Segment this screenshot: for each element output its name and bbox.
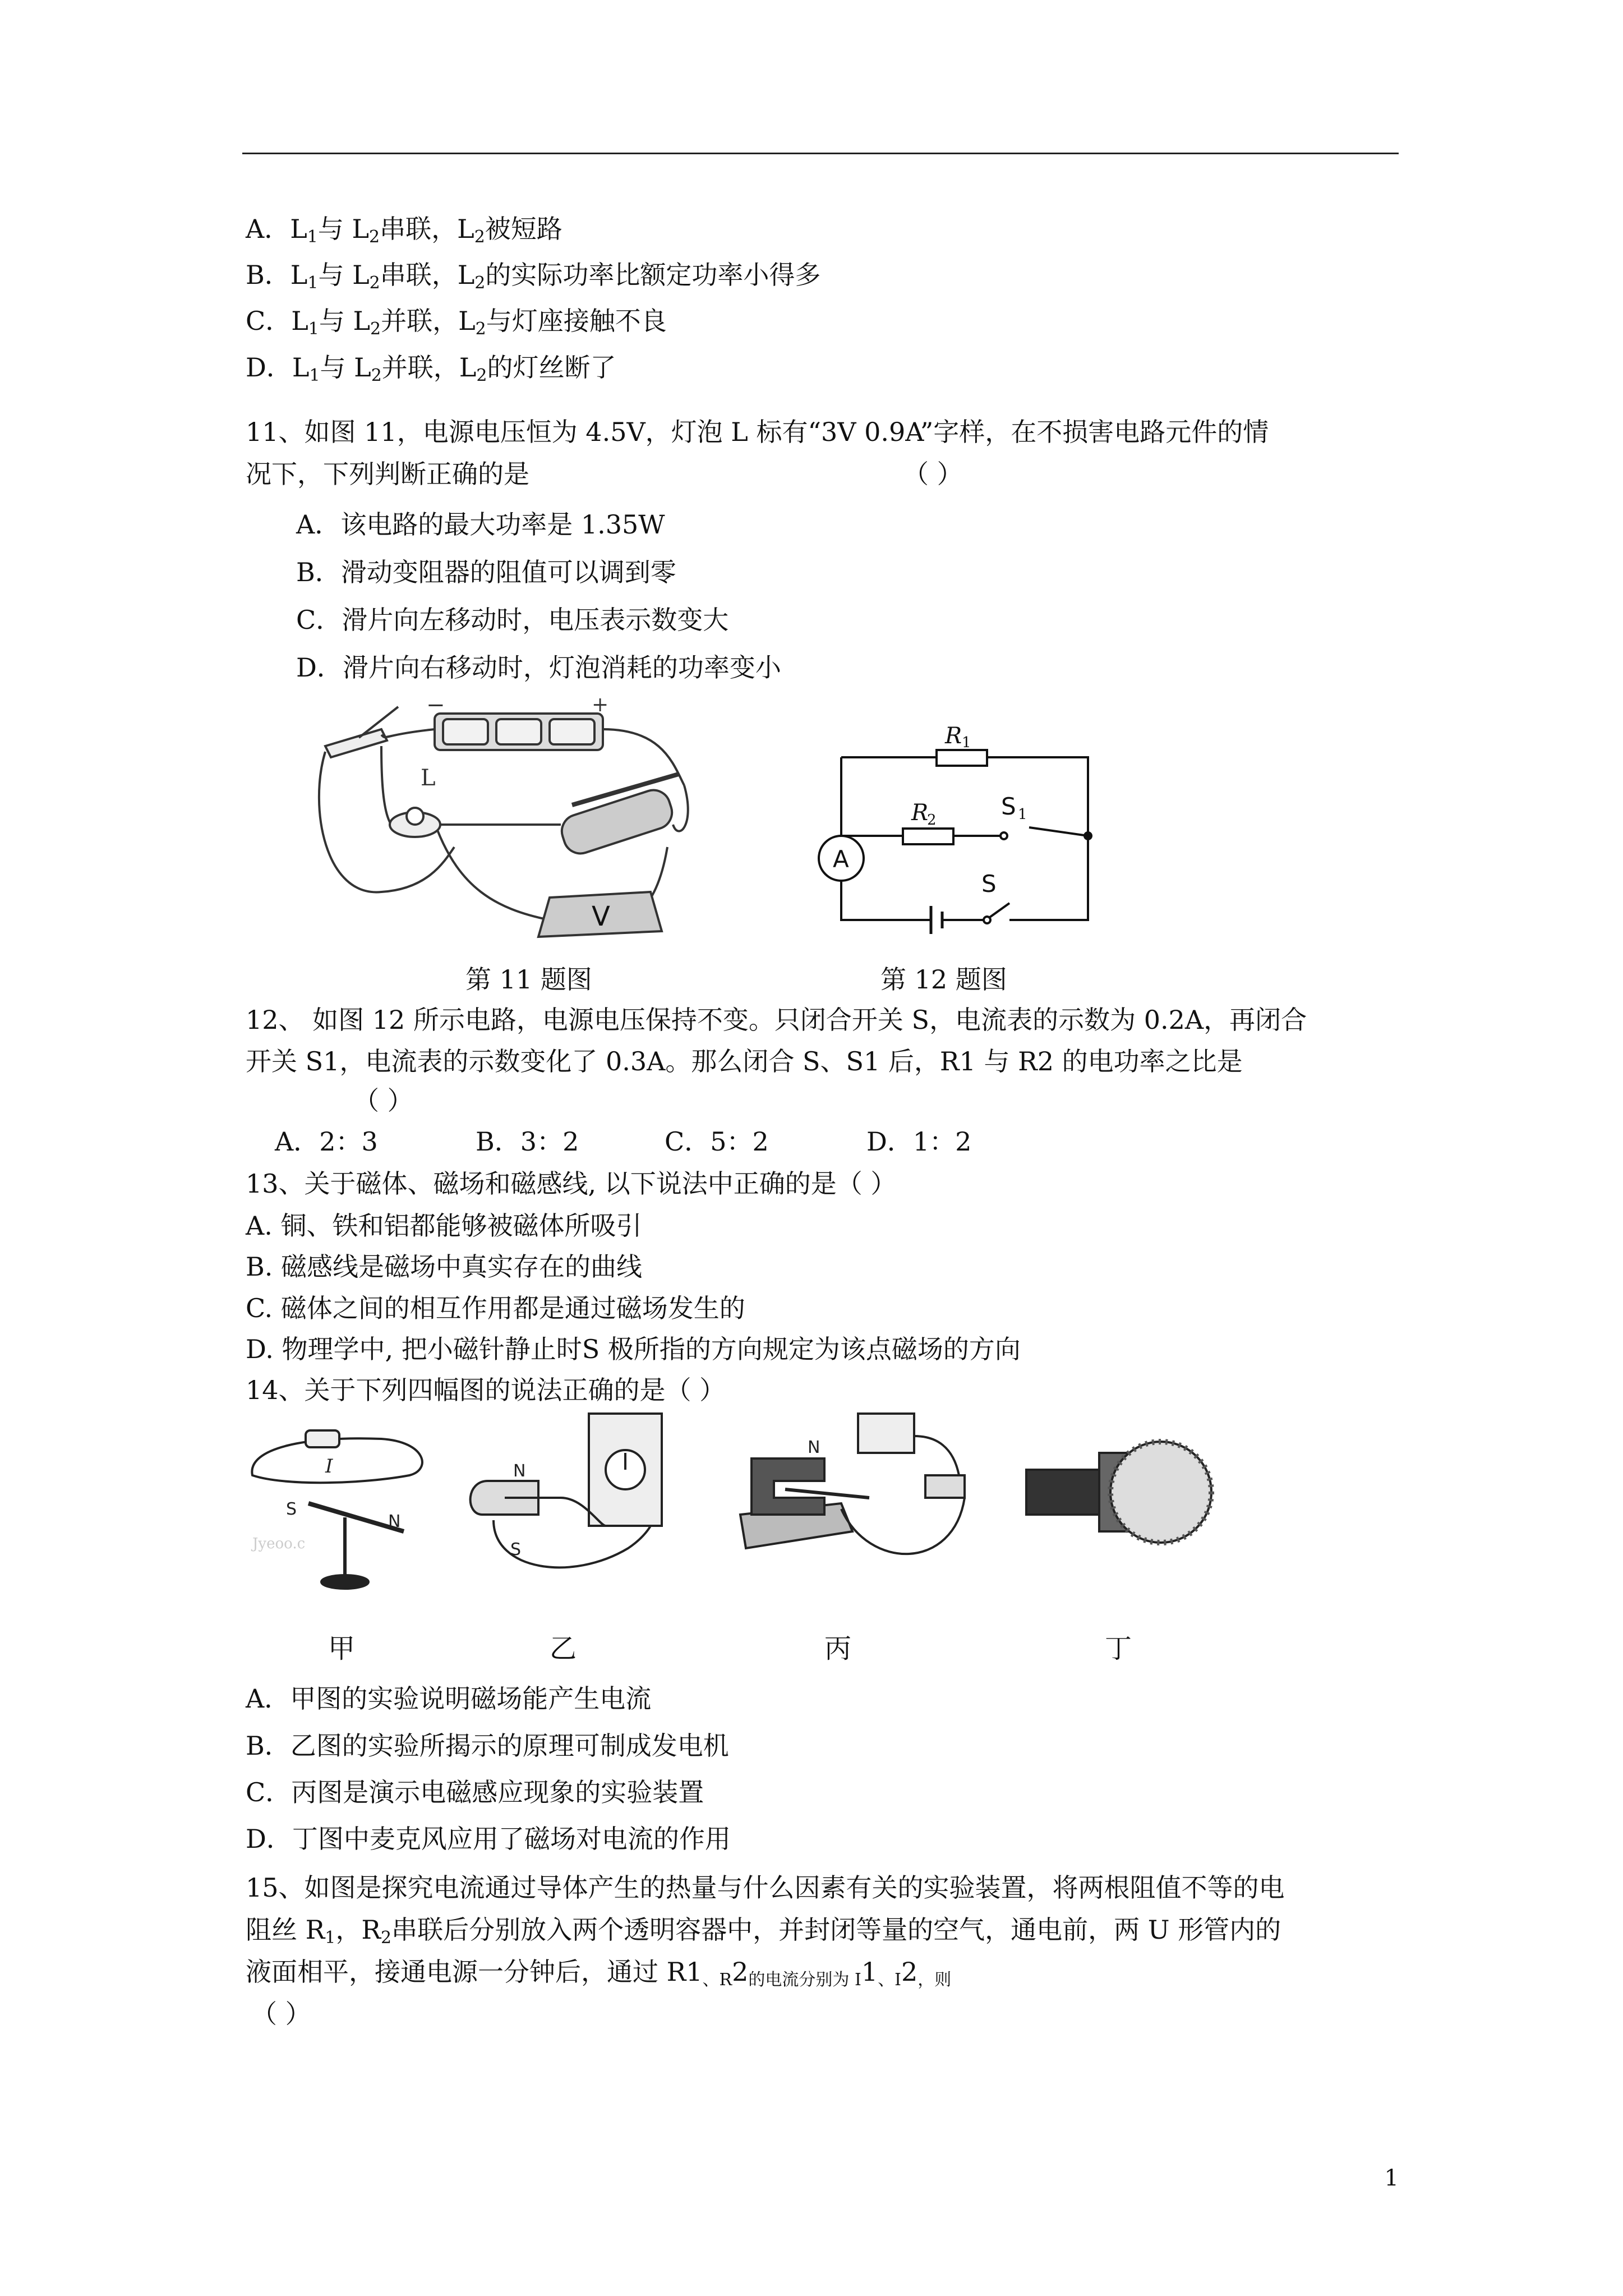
q10-option-text: 的实际功率比额定功率小得多 <box>485 260 821 290</box>
q12-option-d: D．1：2 <box>866 1126 972 1157</box>
q10-option-subscript: 2 <box>369 227 380 247</box>
q13-option-a: A. 铜、铁和铝都能够被磁体所吸引 <box>246 1211 642 1241</box>
switch <box>325 729 387 757</box>
q15-stem-line3 <box>246 1955 951 1989</box>
fig-ding-label: 丁 <box>1105 1633 1132 1664</box>
q10-option-text: C．L <box>246 306 308 336</box>
q11-stem-line1: 11、如图 11，电源电压恒为 4.5V，灯泡 L 标有“3V 0.9A”字样，在不损害电路元件的情 <box>246 417 1269 447</box>
q10-option-text: 并联，L <box>381 352 477 383</box>
figure-14-yi <box>460 1402 695 1604</box>
q14-stem: 14、关于下列四幅图的说法正确的是（ ） <box>246 1375 726 1405</box>
resistor-r1 <box>937 750 987 766</box>
q15-line2-subscript: 2 <box>381 1928 392 1948</box>
fig12-caption: 第 12 题图 <box>880 964 1007 995</box>
q15-line3-text: 2 <box>732 1957 749 1987</box>
q10-option-subscript: 1 <box>307 227 318 247</box>
q13-option-b: B. 磁感线是磁场中真实存在的曲线 <box>246 1251 643 1282</box>
figure-14-ding <box>1021 1419 1211 1576</box>
s-label: S <box>981 870 997 898</box>
q10-option-text: 与 L <box>320 352 371 383</box>
q11-answer-paren: （ ） <box>903 459 963 489</box>
figure-14-bing <box>729 1402 993 1604</box>
figure-12-circuit <box>808 724 1110 948</box>
q15-stem-line1: 15、如图是探究电流通过导体产生的热量与什么因素有关的实验装置，将两根阻值不等的电 <box>246 1872 1285 1903</box>
magnet-n-label: N <box>513 1461 526 1481</box>
q15-line2-text: ，R <box>335 1915 381 1945</box>
q15-line3-rest <box>686 1957 952 1990</box>
q10-option-text: A．L <box>246 214 307 244</box>
fig-jia-label: 甲 <box>328 1633 356 1664</box>
battery-symbol <box>931 906 942 934</box>
q11-option-c: C．滑片向左移动时，电压表示数变大 <box>296 605 729 635</box>
page-number: 1 <box>1384 2165 1399 2191</box>
q15-line3-subscript: 的电流分别为 I <box>748 1970 861 1990</box>
q10-option-b <box>246 258 820 292</box>
s1-label: S <box>1001 793 1016 820</box>
q15-line3-subscript: ，则 <box>917 1970 952 1990</box>
q10-option-subscript: 1 <box>308 319 319 339</box>
q10-option-text: 与灯座接触不良 <box>486 306 667 336</box>
q10-option-subscript: 2 <box>475 319 486 339</box>
r2-sub: 2 <box>927 812 937 829</box>
q14-option-b: B．乙图的实验所揭示的原理可制成发电机 <box>246 1731 729 1761</box>
fig-bing-label: 丙 <box>824 1633 852 1664</box>
battery-plus-label: + <box>592 693 609 716</box>
resistor-r2 <box>903 829 953 844</box>
microphone-body <box>1026 1470 1110 1515</box>
q13-stem: 13、关于磁体、磁场和磁感线, 以下说法中正确的是（ ） <box>246 1168 897 1199</box>
s1-sub: 1 <box>1018 806 1027 823</box>
magnet-s-label: S <box>510 1540 522 1559</box>
q10-option-text: D．L <box>246 352 310 383</box>
q10-option-subscript: 2 <box>369 273 380 293</box>
fig-yi-label: 乙 <box>550 1633 577 1664</box>
q10-option-subscript: 2 <box>370 319 381 339</box>
q15-line3-subscript: 、I <box>878 1970 901 1990</box>
q13-option-c: C. 磁体之间的相互作用都是通过磁场发生的 <box>246 1293 745 1323</box>
q14-option-c: C．丙图是演示电磁感应现象的实验装置 <box>246 1777 704 1807</box>
q11-option-d: D．滑片向右移动时，灯泡消耗的功率变小 <box>296 652 781 683</box>
power-supply <box>858 1414 914 1453</box>
r1-label: R <box>945 723 962 749</box>
r2-label: R <box>911 800 929 826</box>
magnet <box>751 1458 824 1515</box>
q10-option-subscript: 2 <box>474 273 486 293</box>
q15-answer-paren: （ ） <box>251 1999 311 2029</box>
fig11-caption: 第 11 题图 <box>465 964 592 995</box>
q12-option-a: A．2：3 <box>275 1126 378 1157</box>
q10-option-text: 串联，L <box>380 260 475 290</box>
rheostat <box>557 786 676 858</box>
lamp-label: L <box>421 765 436 791</box>
q10-option-text: 与 L <box>318 260 370 290</box>
r1-sub: 1 <box>962 734 971 751</box>
q10-option-d <box>246 351 616 384</box>
q15-line3-subscript: 、R <box>702 1970 732 1990</box>
q15-line3-text: 1 <box>861 1957 878 1987</box>
q10-option-subscript: 1 <box>307 273 319 293</box>
q10-option-text: 被短路 <box>485 214 562 244</box>
q10-option-text: 并联，L <box>381 306 476 336</box>
q14-option-d: D．丁图中麦克风应用了磁场对电流的作用 <box>246 1824 731 1854</box>
q12-answer-paren: （ ） <box>353 1085 413 1116</box>
ammeter-label: A <box>833 845 849 873</box>
header-rule <box>242 153 1399 154</box>
voltmeter-label: V <box>592 901 610 932</box>
q13-option-d: D. 物理学中, 把小磁针静止时S 极所指的方向规定为该点磁场的方向 <box>246 1334 1021 1364</box>
q12-stem-line1: 12、 如图 12 所示电路，电源电压保持不变。只闭合开关 S，电流表的示数为 0.2A，再闭合 <box>246 1005 1307 1035</box>
needle-n-label: N <box>388 1512 401 1531</box>
q10-option-text: 串联，L <box>380 214 474 244</box>
q10-option-text: B．L <box>246 260 308 290</box>
q11-option-a: A．该电路的最大功率是 1.35W <box>296 509 665 540</box>
q10-option-subscript: 2 <box>371 366 382 385</box>
q15-line3-text: 液面相平，接通电源一分钟后，通过 R <box>246 1957 686 1987</box>
q10-option-text: 与 L <box>319 306 371 336</box>
q15-line3-text: 2 <box>901 1957 918 1987</box>
watermark: Jyeoo.c <box>252 1535 306 1552</box>
needle-s-label: S <box>286 1499 297 1519</box>
q15-stem-line2 <box>246 1913 1281 1947</box>
q15-line2-text: 串联后分别放入两个透明容器中，并封闭等量的空气，通电前，两 U 形管内的 <box>391 1915 1281 1945</box>
q15-line2-subscript: 1 <box>325 1928 336 1948</box>
q10-option-c <box>246 304 667 338</box>
q10-option-text: 的灯丝断了 <box>487 352 616 383</box>
switch <box>925 1475 965 1498</box>
q10-option-a <box>246 212 562 246</box>
battery <box>306 1430 339 1447</box>
q10-option-subscript: 2 <box>476 366 487 385</box>
q10-option-subscript: 1 <box>309 366 320 385</box>
magnet-n-label: N <box>808 1438 820 1457</box>
q10-option-subscript: 2 <box>474 227 485 247</box>
q15-line3-text: 1 <box>686 1957 703 1987</box>
figure-14-jia <box>241 1414 454 1604</box>
q15-line2-text: 阻丝 R <box>246 1915 325 1945</box>
current-label: I <box>325 1455 333 1478</box>
figure-11-circuit <box>314 692 707 954</box>
q10-option-text: 与 L <box>317 214 370 244</box>
battery-minus-label: − <box>426 692 445 718</box>
q14-option-a: A．甲图的实验说明磁场能产生电流 <box>246 1683 652 1714</box>
q12-stem-line2: 开关 S1，电流表的示数变化了 0.3A。那么闭合 S、S1 后，R1 与 R2 的电功率之比是 <box>246 1046 1243 1076</box>
q12-option-b: B．3：2 <box>476 1126 579 1157</box>
q11-stem-line2: 况下，下列判断正确的是 <box>246 459 529 489</box>
q11-option-b: B．滑动变阻器的阻值可以调到零 <box>296 557 676 587</box>
q12-option-c: C．5：2 <box>665 1126 769 1157</box>
